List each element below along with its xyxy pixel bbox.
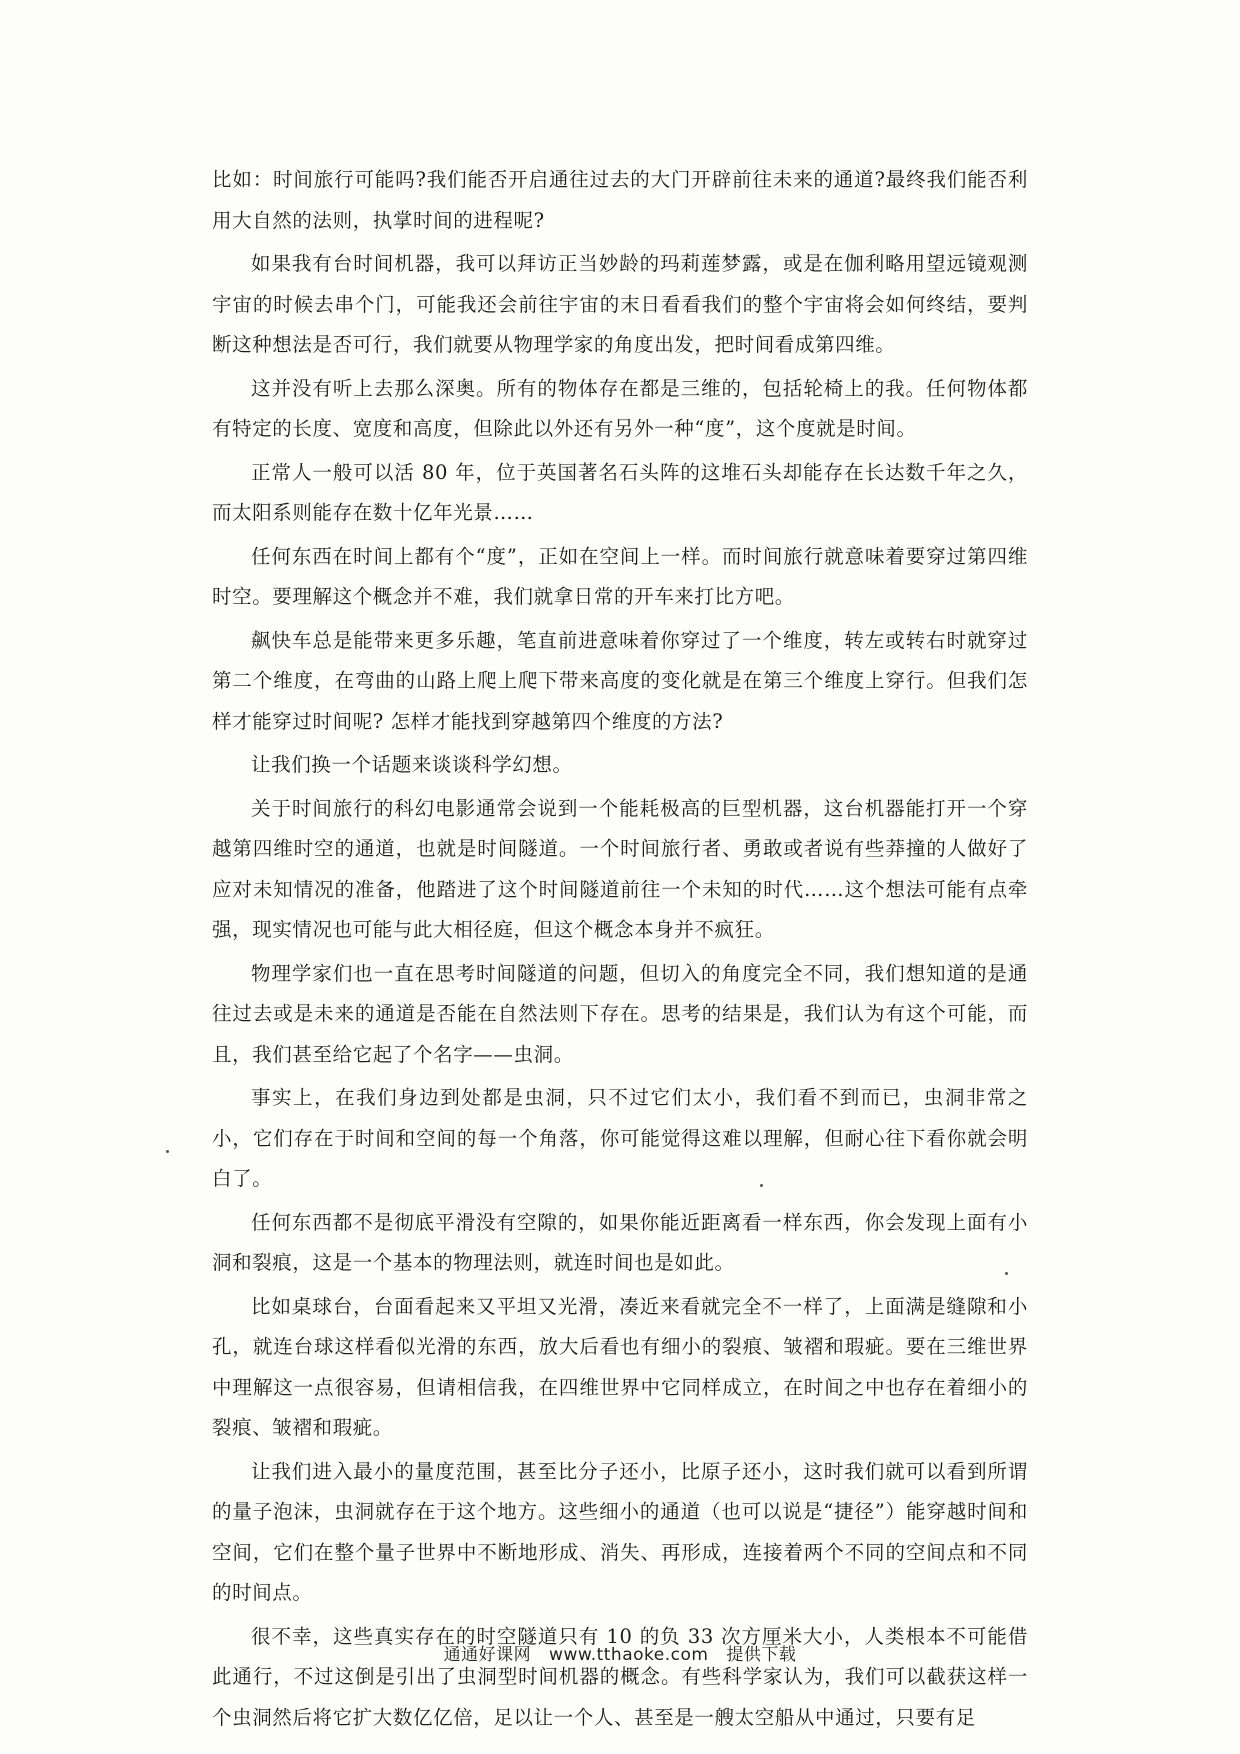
footer-site-name: 通通好课网 — [443, 1645, 532, 1665]
footer-url[interactable]: www.tthaoke.com — [549, 1645, 709, 1665]
paragraph: 飙快车总是能带来更多乐趣，笔直前进意味着你穿过了一个维度，转左或转右时就穿过第二个维度，在弯曲的山路上爬上爬下带来高度的变化就是在第三个维度上穿行。但我们怎样才能穿过时间呢? 怎样才能找到穿越第四个维度的方法? — [212, 628, 1028, 733]
paragraph: 比如桌球台，台面看起来又平坦又光滑，凑近来看就完全不一样了，上面满是缝隙和小孔，就连台球这样看似光滑的东西，放大后看也有细小的裂痕、皱褶和瑕疵。要在三维世界中理解这一点很容易，但请相信我，在四维世界中它同样成立，在时间之中也存在着细小的裂痕、皱褶和瑕疵。 — [212, 1294, 1028, 1439]
footer-note: 提供下载 — [726, 1645, 797, 1665]
paragraph: 让我们进入最小的量度范围，甚至比分子还小，比原子还小，这时我们就可以看到所谓的量子泡沫，虫洞就存在于这个地方。这些细小的通道（也可以说是“捷径”）能穿越时间和空间，它们在整个量子世界中不断地形成、消失、再形成，连接着两个不同的空间点和不同的时间点。 — [212, 1459, 1028, 1604]
page-footer — [0, 1640, 1240, 1665]
scan-speck — [166, 1150, 169, 1153]
scan-speck — [1005, 1272, 1008, 1275]
scan-speck — [760, 1184, 763, 1187]
paragraph: 很不幸，这些真实存在的时空隧道只有 10 的负 33 次方厘米大小，人类根本不可能借此通行，不过这倒是引出了虫洞型时间机器的概念。有些科学家认为，我们可以截获这样一个虫洞然后将它扩大数亿亿倍，足以让一个人、甚至是一艘太空船从中通过，只要有足 — [212, 1624, 1028, 1729]
paragraph: 事实上，在我们身边到处都是虫洞，只不过它们太小，我们看不到而已，虫洞非常之小，它们存在于时间和空间的每一个角落，你可能觉得这难以理解，但耐心往下看你就会明白了。 — [212, 1086, 1028, 1190]
paragraph: 让我们换一个话题来谈谈科学幻想。 — [251, 753, 573, 776]
paragraph: 正常人一般可以活 80 年，位于英国著名石头阵的这堆石头却能存在长达数千年之久，而太阳系则能存在数十亿年光景…… — [212, 460, 1028, 524]
paragraph: 任何东西都不是彻底平滑没有空隙的，如果你能近距离看一样东西，你会发现上面有小洞和裂痕，这是一个基本的物理法则，就连时间也是如此。 — [212, 1210, 1028, 1274]
paragraph: 任何东西在时间上都有个“度”，正如在空间上一样。而时间旅行就意味着要穿过第四维时空。要理解这个概念并不难，我们就拿日常的开车来打比方吧。 — [212, 544, 1028, 608]
paragraph: 物理学家们也一直在思考时间隧道的问题，但切入的角度完全不同，我们想知道的是通往过去或是未来的通道是否能在自然法则下存在。思考的结果是，我们认为有这个可能，而且，我们甚至给它起了个名字——虫洞。 — [212, 961, 1028, 1066]
paragraph: 这并没有听上去那么深奥。所有的物体存在都是三维的，包括轮椅上的我。任何物体都有特定的长度、宽度和高度，但除此以外还有另外一种“度”，这个度就是时间。 — [212, 376, 1028, 440]
paragraph: 比如：时间旅行可能吗?我们能否开启通往过去的大门开辟前往未来的通道?最终我们能否利用大自然的法则，执掌时间的进程呢? — [212, 168, 1028, 232]
paragraph: 关于时间旅行的科幻电影通常会说到一个能耗极高的巨型机器，这台机器能打开一个穿越第四维时空的通道，也就是时间隧道。一个时间旅行者、勇敢或者说有些莽撞的人做好了应对未知情况的准备，他踏进了这个时间隧道前往一个未知的时代……这个想法可能有点牵强，现实情况也可能与此大相径庭，但这个概念本身并不疯狂。 — [212, 796, 1028, 941]
article-body — [212, 160, 1028, 1741]
paragraph: 如果我有台时间机器，我可以拜访正当妙龄的玛莉莲梦露，或是在伽利略用望远镜观测宇宙的时候去串个门，可能我还会前往宇宙的末日看看我们的整个宇宙将会如何终结，要判断这种想法是否可行，我们就要从物理学家的角度出发，把时间看成第四维。 — [212, 252, 1028, 356]
